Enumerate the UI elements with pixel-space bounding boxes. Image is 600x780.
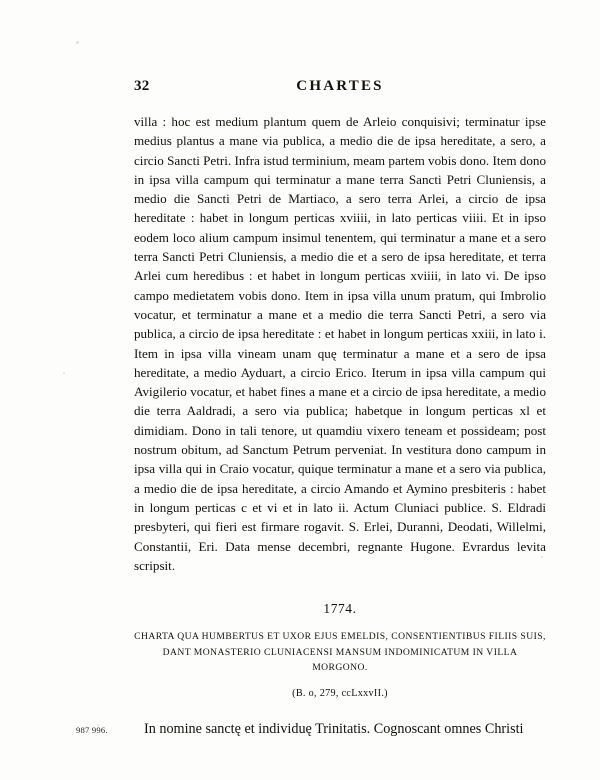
charter-rubric-line-2: DANT MONASTERIO CLUNIACENSI MANSUM INDOMINICATUM IN VILLA MORGONO. [162,646,518,674]
paper-speck [63,372,65,374]
running-head: CHARTES [296,78,384,94]
charter-number: 1774. [323,601,357,617]
charter-rubric-line-1: CHARTA QUA HUMBERTUS ET UXOR EJUS EMELDIS, CONSENTIENTIBUS FILIIS SUIS, [134,631,546,643]
paper-speck [76,41,79,44]
page-content [76,78,546,741]
page-header [134,78,546,104]
source-reference: (B. o, 279, ccLxxvII.) [292,687,388,699]
incipit-row [76,719,546,741]
body-paragraph: villa : hoc est medium plantum quem de Arleio conquisivi; terminatur ipse medius plantus a mane via publica, a medio die de ipsa hereditate, a sero, a circio Sancti Petri. Infra istud terminium, meam partem vobis dono. Item dono in ipsa villa campum qui terminatur a mane terra Sancti Petri Cluniensis, a medio die Sancti Petri de Martiaco, a sero terra Arlei, a circio de ipsa hereditate : habet in longum perticas xviiii, in lato perticas viiii. Et in ipso eodem loco alium campum insimul tenentem, qui terminatur a mane et a sero terra Sancti Petri Cluniensis, a medio die et a sero de ipsa hereditate, et terra Arlei cum heredibus : et habet in longum perticas xviiii, in lato vi. De ipso campo medietatem vobis dono. Item in ipsa villa unum pratum, qui Imbrolio vocatur, et terminatur a mane et a medio die terra Sancti Petri, a sero via publica, a circio de ipsa hereditate : et habet in longum perticas xxiii, in lato i. Item in ipsa villa vineam unam quę terminatur a mane et a sero de ipsa hereditate, a medio Ayduart, a circio Erico. Iterum in ipsa villa campum qui Avigilerio vocatur, et habet fines a mane et a circio de ipsa hereditate, a medio die terra Aaldradi, a sero via publica; habetque in longum perticas xl et dimidiam. Dono in tali tenore, ut quamdiu vixero teneam et possideam; post nostrum obitum, ad Sanctum Petrum perveniat. In vestitura dono campum in ipsa villa qui in Craio vocatur, quique terminatur a mane et a sero via publica, a medio die de ipsa hereditate, a circio Amando et Aymino presbiteris : habet in longum perticas c et vi et in lato ii. Actum Cluniaci publice. S. Eldradi presbyteri, qui fieri est firmare rogavit. S. Erlei, Duranni, Deodati, Willelmi, Constantii, Eri. Data mense decembri, regnante Hugone. Evrardus levita scripsit. [134,114,546,573]
folio-number: 32 [134,78,150,94]
margin-date-note: 987 996. [76,724,108,735]
charter-incipit: In nomine sanctę et individuę Trinitatis. Cognoscant omnes Christi [144,720,524,737]
charter-rubric [134,629,546,676]
